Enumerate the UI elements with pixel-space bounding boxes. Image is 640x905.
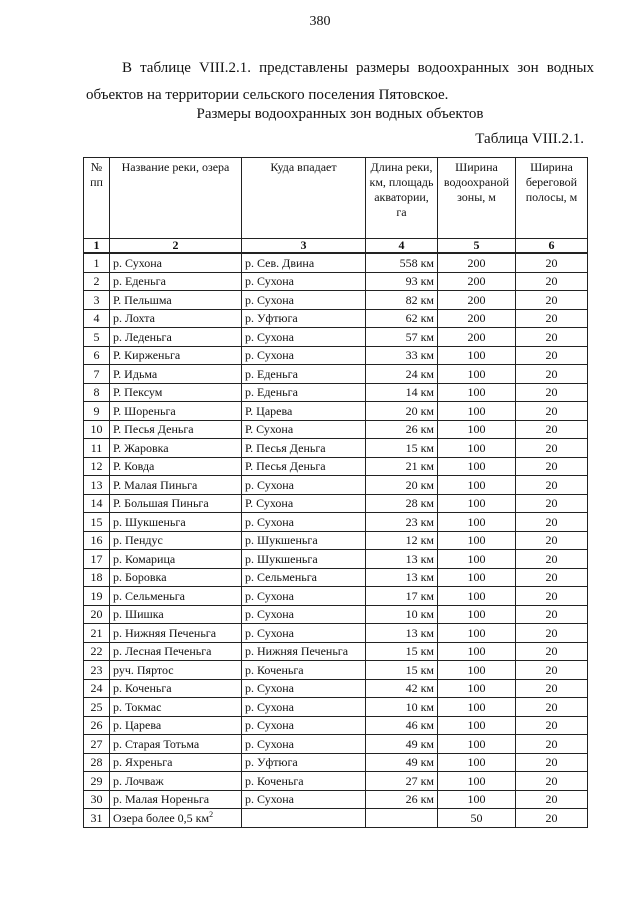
inflow-target: р. Сухона xyxy=(242,476,366,495)
bank-width-value: 20 xyxy=(516,679,588,698)
inflow-target: р. Шукшеньга xyxy=(242,531,366,550)
zone-width-value: 100 xyxy=(438,439,516,458)
bank-width-value: 20 xyxy=(516,272,588,291)
zone-width-value: 100 xyxy=(438,513,516,532)
table-row xyxy=(84,365,588,384)
inflow-target: р. Шукшеньга xyxy=(242,550,366,569)
length-value: 20 км xyxy=(366,476,438,495)
length-value: 10 км xyxy=(366,605,438,624)
water-body-name: Р. Малая Пиньга xyxy=(110,476,242,495)
inflow-target: Р. Песья Деньга xyxy=(242,457,366,476)
table-row xyxy=(84,772,588,791)
water-body-name: р. Малая Нореньга xyxy=(110,790,242,809)
table-row xyxy=(84,328,588,347)
row-number: 28 xyxy=(84,753,110,772)
row-number: 12 xyxy=(84,457,110,476)
column-number: 6 xyxy=(516,239,588,254)
bank-width-value: 20 xyxy=(516,753,588,772)
bank-width-value: 20 xyxy=(516,494,588,513)
length-value: 49 км xyxy=(366,753,438,772)
row-number: 21 xyxy=(84,624,110,643)
length-value: 26 км xyxy=(366,420,438,439)
bank-width-value: 20 xyxy=(516,346,588,365)
zone-width-value: 100 xyxy=(438,605,516,624)
inflow-target: Р. Песья Деньга xyxy=(242,439,366,458)
bank-width-value: 20 xyxy=(516,809,588,828)
column-number: 5 xyxy=(438,239,516,254)
zone-width-value: 100 xyxy=(438,531,516,550)
water-body-name: р. Царева xyxy=(110,716,242,735)
water-body-name: р. Шукшеньга xyxy=(110,513,242,532)
zone-width-value: 100 xyxy=(438,624,516,643)
table-row xyxy=(84,531,588,550)
column-number: 2 xyxy=(110,239,242,254)
water-body-name: Р. Идьма xyxy=(110,365,242,384)
inflow-target: р. Сухона xyxy=(242,291,366,310)
length-value: 46 км xyxy=(366,716,438,735)
inflow-target: р. Еденьга xyxy=(242,383,366,402)
length-value: 15 км xyxy=(366,439,438,458)
inflow-target: р. Нижняя Печеньга xyxy=(242,642,366,661)
zone-width-value: 200 xyxy=(438,291,516,310)
bank-width-value: 20 xyxy=(516,550,588,569)
column-number-row xyxy=(84,239,588,254)
inflow-target: р. Сухона xyxy=(242,698,366,717)
water-body-name: р. Еденьга xyxy=(110,272,242,291)
table-row xyxy=(84,679,588,698)
zone-width-value: 100 xyxy=(438,790,516,809)
table-row xyxy=(84,457,588,476)
table-row xyxy=(84,605,588,624)
length-value: 24 км xyxy=(366,365,438,384)
row-number: 4 xyxy=(84,309,110,328)
inflow-target: Р. Сухона xyxy=(242,494,366,513)
length-value: 62 км xyxy=(366,309,438,328)
bank-width-value: 20 xyxy=(516,698,588,717)
row-number: 30 xyxy=(84,790,110,809)
water-body-name: р. Комарица xyxy=(110,550,242,569)
zone-width-value: 100 xyxy=(438,420,516,439)
table-row xyxy=(84,716,588,735)
water-body-name: р. Сельменьга xyxy=(110,587,242,606)
table-row xyxy=(84,476,588,495)
table-row xyxy=(84,291,588,310)
water-body-name xyxy=(110,809,242,828)
inflow-target: Р. Царева xyxy=(242,402,366,421)
bank-width-value: 20 xyxy=(516,531,588,550)
bank-width-value: 20 xyxy=(516,253,588,272)
table-row xyxy=(84,513,588,532)
row-number: 5 xyxy=(84,328,110,347)
inflow-target: р. Сухона xyxy=(242,587,366,606)
inflow-target: р. Уфтюга xyxy=(242,309,366,328)
bank-width-value: 20 xyxy=(516,328,588,347)
zone-width-value: 100 xyxy=(438,698,516,717)
water-body-name: Р. Ковда xyxy=(110,457,242,476)
row-number: 9 xyxy=(84,402,110,421)
water-body-name: р. Нижняя Печеньга xyxy=(110,624,242,643)
table-body xyxy=(84,239,588,809)
zone-width-value: 100 xyxy=(438,494,516,513)
water-protection-zones-table xyxy=(83,157,588,828)
length-value: 13 км xyxy=(366,568,438,587)
water-body-name: р. Яхреньга xyxy=(110,753,242,772)
water-body-name: Р. Песья Деньга xyxy=(110,420,242,439)
length-value: 558 км xyxy=(366,253,438,272)
table-row xyxy=(84,402,588,421)
zone-width-value: 50 xyxy=(438,809,516,828)
water-body-name: р. Старая Тотьма xyxy=(110,735,242,754)
table-row xyxy=(84,587,588,606)
length-value: 14 км xyxy=(366,383,438,402)
length-value: 15 км xyxy=(366,661,438,680)
header-inflow: Куда впадает xyxy=(242,158,366,239)
row-number: 1 xyxy=(84,253,110,272)
zone-width-value: 100 xyxy=(438,550,516,569)
water-body-name: р. Лохта xyxy=(110,309,242,328)
water-body-name: Р. Большая Пиньга xyxy=(110,494,242,513)
length-value: 33 км xyxy=(366,346,438,365)
square-superscript: 2 xyxy=(209,809,214,819)
bank-width-value: 20 xyxy=(516,661,588,680)
length-value: 13 км xyxy=(366,624,438,643)
zone-width-value: 100 xyxy=(438,735,516,754)
zone-width-value: 100 xyxy=(438,642,516,661)
length-value: 27 км xyxy=(366,772,438,791)
table-row xyxy=(84,642,588,661)
zone-width-value: 100 xyxy=(438,587,516,606)
bank-width-value: 20 xyxy=(516,716,588,735)
table-row xyxy=(84,550,588,569)
header-name: Название реки, озера xyxy=(110,158,242,239)
zone-width-value: 100 xyxy=(438,679,516,698)
row-number: 24 xyxy=(84,679,110,698)
bank-width-value: 20 xyxy=(516,790,588,809)
intro-paragraph: В таблице VIII.2.1. представлены размеры водоохранных зон водных объектов на территории сельского поселения Пятовское. xyxy=(86,60,594,103)
inflow-target: р. Сухона xyxy=(242,716,366,735)
zone-width-value: 100 xyxy=(438,402,516,421)
bank-width-value: 20 xyxy=(516,735,588,754)
water-body-name: Р. Кирженьга xyxy=(110,346,242,365)
zone-width-value: 200 xyxy=(438,253,516,272)
inflow-target: р. Сухона xyxy=(242,605,366,624)
water-body-name: р. Сухона xyxy=(110,253,242,272)
row-number: 17 xyxy=(84,550,110,569)
header-bank-width: Ширина береговой полосы, м xyxy=(516,158,588,239)
length-value: 82 км xyxy=(366,291,438,310)
bank-width-value: 20 xyxy=(516,457,588,476)
zone-width-value: 100 xyxy=(438,457,516,476)
water-body-name: р. Лесная Печеньга xyxy=(110,642,242,661)
row-number: 20 xyxy=(84,605,110,624)
table-row xyxy=(84,568,588,587)
bank-width-value: 20 xyxy=(516,476,588,495)
length-value: 12 км xyxy=(366,531,438,550)
bank-width-value: 20 xyxy=(516,587,588,606)
table-row xyxy=(84,272,588,291)
bank-width-value: 20 xyxy=(516,605,588,624)
zone-width-value: 100 xyxy=(438,346,516,365)
zone-width-value: 200 xyxy=(438,272,516,291)
row-number: 13 xyxy=(84,476,110,495)
table-row xyxy=(84,494,588,513)
water-body-name: р. Токмас xyxy=(110,698,242,717)
row-number: 25 xyxy=(84,698,110,717)
water-body-name: р. Коченьга xyxy=(110,679,242,698)
table-row xyxy=(84,753,588,772)
bank-width-value: 20 xyxy=(516,772,588,791)
water-body-name: р. Боровка xyxy=(110,568,242,587)
bank-width-value: 20 xyxy=(516,642,588,661)
zone-width-value: 100 xyxy=(438,661,516,680)
bank-width-value: 20 xyxy=(516,624,588,643)
table-row xyxy=(84,661,588,680)
column-number: 4 xyxy=(366,239,438,254)
inflow-target: р. Сухона xyxy=(242,328,366,347)
table-row xyxy=(84,439,588,458)
row-number: 2 xyxy=(84,272,110,291)
inflow-target: р. Уфтюга xyxy=(242,753,366,772)
water-body-name: р. Лочваж xyxy=(110,772,242,791)
table-row-lakes xyxy=(84,809,588,828)
page-number: 380 xyxy=(309,14,331,29)
table-row xyxy=(84,624,588,643)
inflow-target: р. Еденьга xyxy=(242,365,366,384)
zone-width-value: 100 xyxy=(438,772,516,791)
length-value: 17 км xyxy=(366,587,438,606)
bank-width-value: 20 xyxy=(516,365,588,384)
inflow-target: р. Сев. Двина xyxy=(242,253,366,272)
length-value: 21 км xyxy=(366,457,438,476)
table-row xyxy=(84,790,588,809)
length-value: 20 км xyxy=(366,402,438,421)
row-number: 10 xyxy=(84,420,110,439)
inflow-target: р. Сухона xyxy=(242,790,366,809)
column-number: 3 xyxy=(242,239,366,254)
inflow-target: р. Сухона xyxy=(242,679,366,698)
row-number: 16 xyxy=(84,531,110,550)
row-number: 11 xyxy=(84,439,110,458)
row-number: 15 xyxy=(84,513,110,532)
length-value: 42 км xyxy=(366,679,438,698)
row-number: 7 xyxy=(84,365,110,384)
table-number: Таблица VIII.2.1. xyxy=(475,131,584,147)
row-number: 19 xyxy=(84,587,110,606)
header-zone-width: Ширина водоохраной зоны, м xyxy=(438,158,516,239)
bank-width-value: 20 xyxy=(516,291,588,310)
bank-width-value: 20 xyxy=(516,420,588,439)
length-value: 15 км xyxy=(366,642,438,661)
row-number: 23 xyxy=(84,661,110,680)
bank-width-value: 20 xyxy=(516,568,588,587)
length-value: 13 км xyxy=(366,550,438,569)
water-body-name: р. Пендус xyxy=(110,531,242,550)
length-value: 57 км xyxy=(366,328,438,347)
inflow-target: р. Сельменьга xyxy=(242,568,366,587)
inflow-target: Р. Сухона xyxy=(242,420,366,439)
zone-width-value: 100 xyxy=(438,365,516,384)
inflow-target: р. Коченьга xyxy=(242,661,366,680)
bank-width-value: 20 xyxy=(516,439,588,458)
zone-width-value: 100 xyxy=(438,753,516,772)
row-number: 26 xyxy=(84,716,110,735)
zone-width-value: 100 xyxy=(438,716,516,735)
table-row xyxy=(84,420,588,439)
water-body-name: р. Леденьга xyxy=(110,328,242,347)
row-number: 29 xyxy=(84,772,110,791)
inflow-target: р. Сухона xyxy=(242,272,366,291)
length-value: 23 км xyxy=(366,513,438,532)
inflow-target: р. Коченьга xyxy=(242,772,366,791)
inflow-target xyxy=(242,809,366,828)
length-value: 28 км xyxy=(366,494,438,513)
table-row xyxy=(84,253,588,272)
bank-width-value: 20 xyxy=(516,402,588,421)
row-number: 31 xyxy=(84,809,110,828)
length-value: 10 км xyxy=(366,698,438,717)
length-value xyxy=(366,809,438,828)
water-body-name: Р. Пельшма xyxy=(110,291,242,310)
table-heading: Размеры водоохранных зон водных объектов xyxy=(196,106,484,122)
header-num: № пп xyxy=(84,158,110,239)
length-value: 93 км xyxy=(366,272,438,291)
zone-width-value: 100 xyxy=(438,568,516,587)
water-body-name: Р. Шореньга xyxy=(110,402,242,421)
inflow-target: р. Сухона xyxy=(242,346,366,365)
table-row xyxy=(84,346,588,365)
table-row xyxy=(84,698,588,717)
zone-width-value: 100 xyxy=(438,476,516,495)
table-row xyxy=(84,309,588,328)
row-number: 22 xyxy=(84,642,110,661)
row-number: 8 xyxy=(84,383,110,402)
header-row xyxy=(84,158,588,239)
lakes-label: Озера более 0,5 км xyxy=(113,810,210,825)
bank-width-value: 20 xyxy=(516,513,588,532)
bank-width-value: 20 xyxy=(516,383,588,402)
inflow-target: р. Сухона xyxy=(242,624,366,643)
water-body-name: руч. Пяртос xyxy=(110,661,242,680)
water-body-name: Р. Жаровка xyxy=(110,439,242,458)
zone-width-value: 100 xyxy=(438,383,516,402)
row-number: 3 xyxy=(84,291,110,310)
water-body-name: р. Шишка xyxy=(110,605,242,624)
row-number: 14 xyxy=(84,494,110,513)
length-value: 49 км xyxy=(366,735,438,754)
length-value: 26 км xyxy=(366,790,438,809)
header-length: Длина реки, км, площадь акватории, га xyxy=(366,158,438,239)
inflow-target: р. Сухона xyxy=(242,513,366,532)
table-row xyxy=(84,383,588,402)
zone-width-value: 200 xyxy=(438,309,516,328)
zone-width-value: 200 xyxy=(438,328,516,347)
bank-width-value: 20 xyxy=(516,309,588,328)
column-number: 1 xyxy=(84,239,110,254)
row-number: 27 xyxy=(84,735,110,754)
inflow-target: р. Сухона xyxy=(242,735,366,754)
table-row xyxy=(84,735,588,754)
row-number: 18 xyxy=(84,568,110,587)
row-number: 6 xyxy=(84,346,110,365)
water-body-name: Р. Пексум xyxy=(110,383,242,402)
